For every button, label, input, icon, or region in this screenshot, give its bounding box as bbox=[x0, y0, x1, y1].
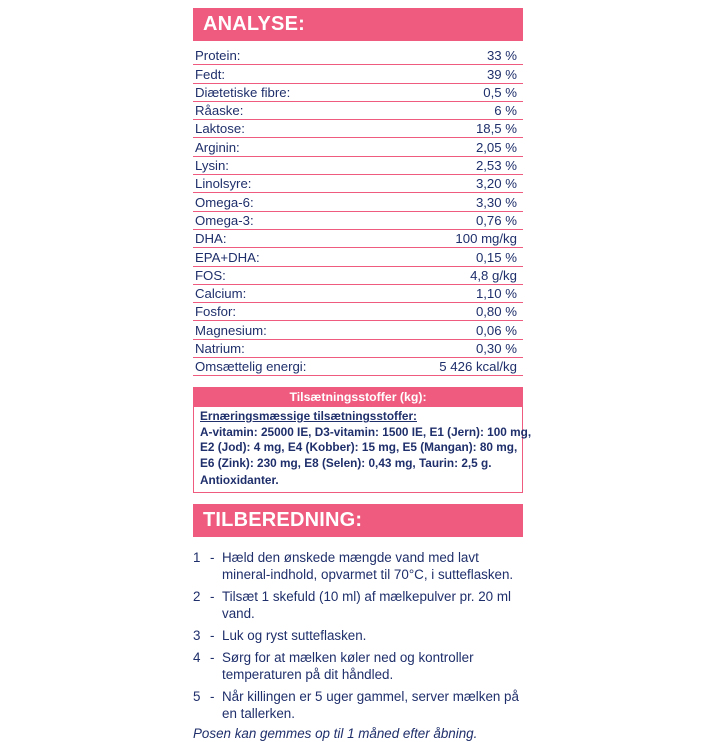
row-label: Omsættelig energi: bbox=[195, 359, 307, 375]
row-value: 0,80 % bbox=[475, 304, 517, 320]
table-row bbox=[193, 47, 523, 65]
table-row bbox=[193, 212, 523, 230]
list-item: 5 - Når killingen er 5 uger gammel, server mælken på en tallerken. bbox=[193, 688, 523, 722]
row-label: Omega-3: bbox=[195, 212, 254, 228]
list-item: 1 - Hæld den ønskede mængde vand med lavt mineral-indhold, opvarmet til 70°C, i sutteflasken. bbox=[193, 549, 523, 583]
row-label: Calcium: bbox=[195, 286, 247, 302]
table-row bbox=[193, 84, 523, 102]
row-label: DHA: bbox=[195, 231, 227, 247]
table-row bbox=[193, 175, 523, 193]
additives-box bbox=[193, 387, 532, 493]
row-label: Protein: bbox=[195, 48, 241, 64]
row-value: 0,76 % bbox=[475, 212, 517, 228]
row-label: Laktose: bbox=[195, 121, 245, 137]
row-label: Omega-6: bbox=[195, 194, 254, 210]
row-value: 0,5 % bbox=[483, 84, 517, 100]
preparation-steps bbox=[193, 549, 523, 742]
row-label: Diætetiske fibre: bbox=[195, 84, 291, 100]
table-row bbox=[193, 248, 523, 266]
table-row bbox=[193, 157, 523, 175]
additives-line: E6 (Zink): 230 mg, E8 (Selen): 0,43 mg, Taurin: 2,5 g. bbox=[200, 455, 492, 470]
additives-subheader: Ernæringsmæssige tilsætningsstoffer: bbox=[200, 409, 417, 423]
step-number: 2 bbox=[193, 589, 201, 604]
row-label: Natrium: bbox=[195, 341, 245, 357]
antioxidants-label: Antioxidanter. bbox=[200, 473, 279, 488]
step-text: Når killingen er 5 uger gammel, server mælken på en tallerken. bbox=[222, 689, 519, 721]
row-label: Fedt: bbox=[195, 66, 226, 82]
preparation-header: TILBEREDNING: bbox=[193, 504, 523, 537]
list-item: 3 - Luk og ryst sutteflasken. bbox=[193, 627, 523, 644]
analysis-table bbox=[193, 47, 523, 376]
row-label: Lysin: bbox=[195, 158, 229, 174]
row-label: Fosfor: bbox=[195, 304, 237, 320]
row-value: 2,05 % bbox=[475, 139, 517, 155]
row-value: 5 426 kcal/kg bbox=[439, 359, 517, 375]
step-number: 4 bbox=[193, 650, 201, 665]
table-row bbox=[193, 193, 523, 211]
row-value: 4,8 g/kg bbox=[470, 267, 517, 283]
step-number: 1 bbox=[193, 550, 201, 565]
row-value: 1,10 % bbox=[475, 286, 517, 302]
additives-body bbox=[194, 407, 532, 489]
row-value: 18,5 % bbox=[475, 121, 517, 137]
step-number: 3 bbox=[193, 628, 201, 643]
table-row bbox=[193, 120, 523, 138]
row-value: 3,20 % bbox=[475, 176, 517, 192]
step-text: Hæld den ønskede mængde vand med lavt mineral-indhold, opvarmet til 70°C, i sutteflasken. bbox=[222, 550, 514, 582]
row-value: 6 % bbox=[494, 103, 517, 119]
row-value: 0,15 % bbox=[475, 249, 517, 265]
table-row bbox=[193, 321, 523, 339]
row-value: 0,30 % bbox=[475, 341, 517, 357]
table-row bbox=[193, 65, 523, 83]
row-label: FOS: bbox=[195, 267, 226, 283]
row-value: 100 mg/kg bbox=[455, 231, 517, 247]
row-value: 0,06 % bbox=[475, 322, 517, 338]
row-label: Linolsyre: bbox=[195, 176, 252, 192]
table-row bbox=[193, 230, 523, 248]
table-row bbox=[193, 358, 523, 376]
table-row bbox=[193, 285, 523, 303]
step-text: Luk og ryst sutteflasken. bbox=[222, 628, 367, 643]
row-label: Råaske: bbox=[195, 103, 244, 119]
additives-line: A-vitamin: 25000 IE, D3-vitamin: 1500 IE, E1 (Jern): 100 mg, bbox=[200, 424, 532, 439]
table-row bbox=[193, 303, 523, 321]
table-row bbox=[193, 267, 523, 285]
step-number: 5 bbox=[193, 689, 201, 704]
row-label: Magnesium: bbox=[195, 322, 267, 338]
step-text: Tilsæt 1 skefuld (10 ml) af mælkepulver pr. 20 ml vand. bbox=[222, 589, 511, 621]
additives-line: E2 (Jod): 4 mg, E4 (Kobber): 15 mg, E5 (Mangan): 80 mg, bbox=[200, 440, 518, 455]
preparation-section bbox=[193, 504, 523, 742]
list-item: 4 - Sørg for at mælken køler ned og kontroller temperaturen på dit håndled. bbox=[193, 649, 523, 683]
table-row bbox=[193, 102, 523, 120]
step-text: Sørg for at mælken køler ned og kontroller temperaturen på dit håndled. bbox=[222, 650, 474, 682]
analysis-header: ANALYSE: bbox=[193, 8, 523, 41]
row-label: Arginin: bbox=[195, 139, 240, 155]
row-value: 3,30 % bbox=[475, 194, 517, 210]
additives-header: Tilsætningsstoffer (kg): bbox=[194, 388, 522, 407]
row-value: 39 % bbox=[486, 66, 517, 82]
list-item: 2 - Tilsæt 1 skefuld (10 ml) af mælkepulver pr. 20 ml vand. bbox=[193, 588, 523, 622]
analysis-section bbox=[193, 8, 523, 376]
table-row bbox=[193, 340, 523, 358]
row-value: 2,53 % bbox=[475, 158, 517, 174]
row-label: EPA+DHA: bbox=[195, 249, 260, 265]
storage-note: Posen kan gemmes op til 1 måned efter åbning. bbox=[193, 726, 478, 741]
table-row bbox=[193, 138, 523, 156]
row-value: 33 % bbox=[486, 48, 517, 64]
